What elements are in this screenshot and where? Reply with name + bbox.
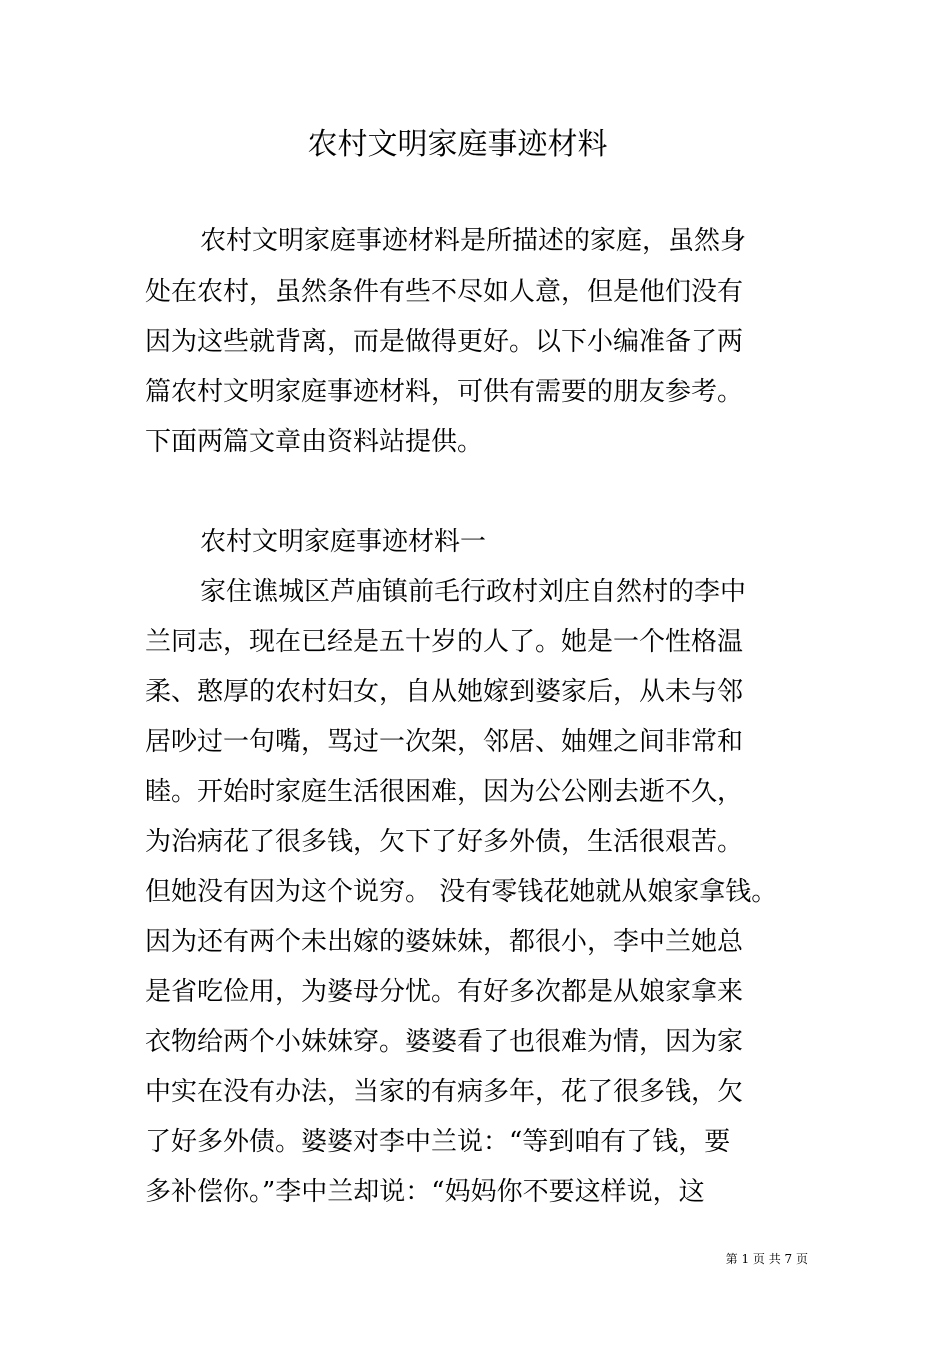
text-line: 衣物给两个小妹妹穿。婆婆看了也很难为情，因为家 [145,1027,744,1057]
text-line: 为治病花了很多钱，欠下了好多外债，生活很艰苦。 [145,827,744,857]
text-line: 柔、憨厚的农村妇女，自从她嫁到婆家后，从未与邻 [145,677,744,707]
text-line: 睦。开始时家庭生活很困难，因为公公刚去逝不久， [145,777,744,807]
text-line: 居吵过一句嘴，骂过一次架，邻居、妯娌之间非常和 [145,727,744,757]
text-line: 是省吃俭用，为婆母分忧。有好多次都是从娘家拿来 [145,977,744,1007]
text-line: 处在农村，虽然条件有些不尽如人意，但是他们没有 [145,277,744,307]
text-line: 因为还有两个未出嫁的婆妹妹，都很小，李中兰她总 [145,927,744,957]
text-line: 农村文明家庭事迹材料是所描述的家庭，虽然身 [200,226,747,256]
text-line: 中实在没有办法，当家的有病多年，花了很多钱，欠 [145,1077,744,1107]
text-line: 下面两篇文章由资料站提供。 [145,427,484,457]
page-number: 第 1 页 共 7 页 [725,1252,808,1266]
text-line: 了好多外债。婆婆对李中兰说：“等到咱有了钱，要 [145,1127,731,1157]
text-line: 篇农村文明家庭事迹材料，可供有需要的朋友参考。 [145,377,744,407]
text-line: 多补偿你。”李中兰却说：“妈妈你不要这样说，这 [145,1177,705,1207]
text-line: 因为这些就背离，而是做得更好。以下小编准备了两 [145,327,744,357]
document-title: 农村文明家庭事迹材料 [307,127,608,162]
text-line: 但她没有因为这个说穷。 没有零钱花她就从娘家拿钱。 [145,877,778,907]
section-heading: 农村文明家庭事迹材料一 [200,527,487,557]
text-line: 兰同志，现在已经是五十岁的人了。她是一个性格温 [145,627,744,657]
text-line: 家住谯城区芦庙镇前毛行政村刘庄自然村的李中 [200,577,747,607]
